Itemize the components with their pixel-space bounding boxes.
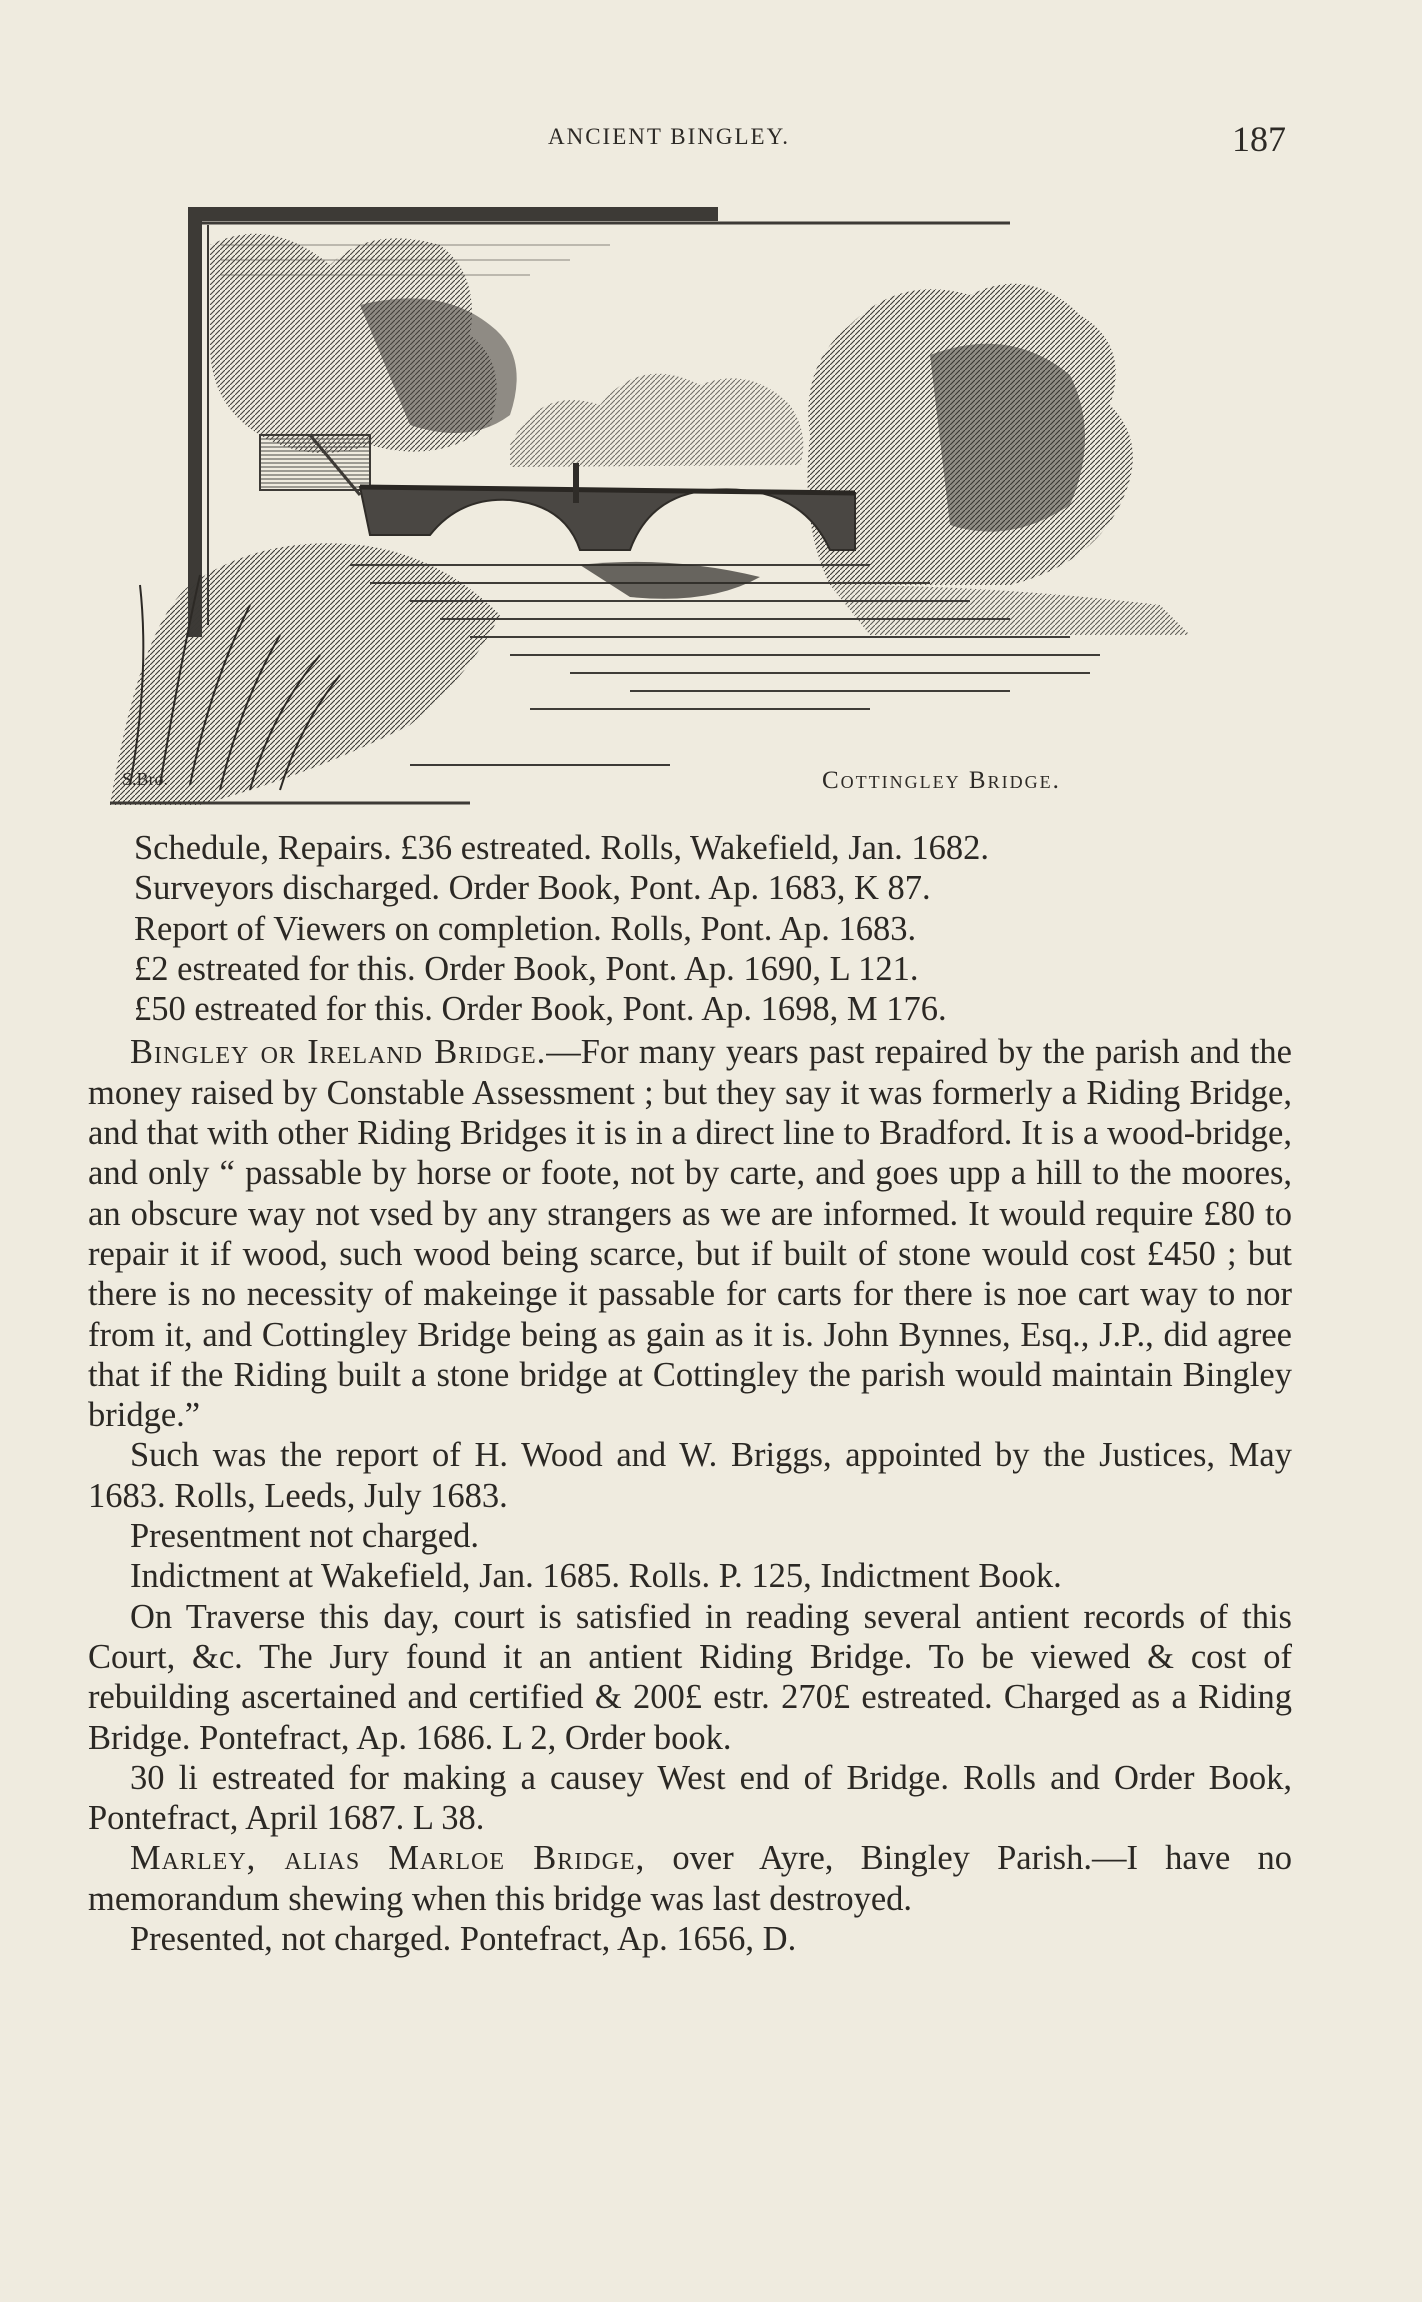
schedule-list (88, 828, 1292, 1029)
paragraph: Indictment at Wakefield, Jan. 1685. Rolls. P. 125, Indictment Book. (130, 1557, 1062, 1596)
last-paragraph: Presented, not charged. Pontefract, Ap. 1656, D. (130, 1920, 797, 1959)
schedule-line: Surveyors discharged. Order Book, Pont. Ap. 1683, K 87. (134, 869, 931, 908)
schedule-line: £50 estreated for this. Order Book, Pont. Ap. 1698, M 176. (134, 990, 947, 1029)
bingley-bridge-paragraph (88, 1032, 1292, 1435)
paragraph: Presentment not charged. (130, 1517, 480, 1556)
schedule-line: Report of Viewers on completion. Rolls, Pont. Ap. 1683. (134, 909, 917, 948)
bingley-bridge-body: —For many years past repaired by the parish and the money raised by Constable Assessment ; but they say it was formerly a Riding Bridge, and that with other Riding Bridges it is in a direct line to Bradford. It is a wood-bridge, and only “ passable by horse or foote, not by carte, and goes upp a hill to the moores, an obscure way not vsed by any strangers as we are informed. It would require £80 to repair it if wood, such wood being scarce, but if built of stone would cost £450 ; but there is no necessity of makeinge it passable for carts for there is noe cart way to nor from it, and Cottingley Bridge being as gain as it is. John Bynnes, Esq., J.P., did agree that if the Riding built a stone bridge at Cottingley the parish would maintain Bingley bridge.” (88, 1033, 1292, 1435)
marley-bridge-paragraph (88, 1838, 1292, 1919)
schedule-line: Schedule, Repairs. £36 estreated. Rolls, Wakefield, Jan. 1682. (134, 829, 990, 867)
paragraph: Such was the report of H. Wood and W. Briggs, appointed by the Justices, May 1683. Rolls, Leeds, July 1683. (88, 1436, 1292, 1515)
bingley-bridge-heading: Bingley or Ireland Bridge. (130, 1033, 547, 1072)
body-text (88, 828, 1292, 1959)
cottingley-bridge-engraving (110, 205, 1270, 817)
paragraph: 30 li estreated for making a causey West end of Bridge. Rolls and Order Book, Pontefract, April 1687. L 38. (88, 1758, 1292, 1838)
frame-top (188, 207, 718, 221)
page-number: 187 (1232, 119, 1286, 159)
paragraph: On Traverse this day, court is satisfied in reading several antient records of this Court, &c. The Jury found it an antient Riding Bridge. To be viewed & cost of rebuilding ascertained and certified & 200£ estr. 270£ estreated. Charged as a Riding Bridge. Pontefract, Ap. 1686. L 2, Order book. (88, 1597, 1292, 1757)
marley-bridge-heading: Marley, alias Marloe Bridge, (130, 1839, 646, 1878)
marley-bridge-body: over Ayre, Bingley Parish.—I have no memorandum shewing when this bridge was last destroyed. (88, 1839, 1292, 1918)
distant-trees (510, 374, 803, 467)
figure-caption: Cottingley Bridge. (822, 767, 1061, 794)
engraver-signature: S.Bro. (122, 769, 169, 789)
frame-left (188, 207, 202, 637)
schedule-line: £2 estreated for this. Order Book, Pont. Ap. 1690, L 121. (134, 949, 919, 988)
bridge (360, 487, 855, 550)
running-title: ANCIENT BINGLEY. (548, 124, 790, 149)
